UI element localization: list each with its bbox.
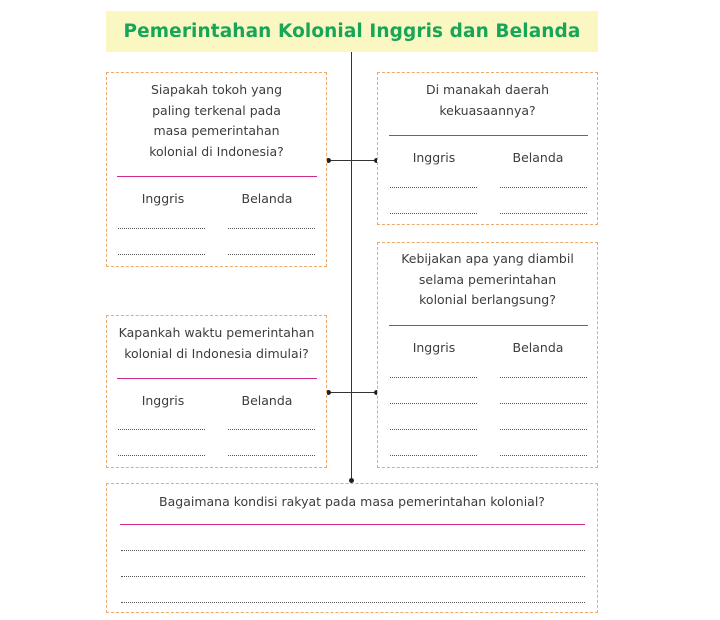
question-waktu: Kapankah waktu pemerintahan kolonial di Indonesia dimulai? <box>118 325 315 361</box>
answer-line-belanda[interactable] <box>228 254 315 255</box>
divider-line <box>389 325 588 326</box>
question-kebijakan: Kebijakan apa yang diambil selama pemerintahan kolonial berlangsung? <box>401 251 574 307</box>
page-title: Pemerintahan Kolonial Inggris dan Belanda <box>123 21 581 42</box>
divider-line <box>117 176 317 177</box>
question-tokoh: Siapakah tokoh yang paling terkenal pada masa pemerintahan kolonial di Indonesia? <box>149 82 284 159</box>
answer-line-inggris[interactable] <box>390 455 477 456</box>
answer-line-belanda[interactable] <box>500 187 587 188</box>
answer-line[interactable] <box>121 576 585 577</box>
col-label-belanda: Belanda <box>512 150 564 165</box>
answer-line-belanda[interactable] <box>228 429 315 430</box>
divider-line <box>120 524 585 525</box>
answer-line-inggris[interactable] <box>390 429 477 430</box>
col-label-inggris: Inggris <box>412 340 456 355</box>
answer-line-belanda[interactable] <box>500 377 587 378</box>
answer-line-belanda[interactable] <box>228 228 315 229</box>
box-tokoh-terkenal <box>106 72 327 267</box>
answer-line-inggris[interactable] <box>390 213 477 214</box>
answer-line[interactable] <box>121 602 585 603</box>
box-kebijakan <box>377 242 598 468</box>
box-daerah-kekuasaan <box>377 72 598 225</box>
col-label-inggris: Inggris <box>141 393 185 408</box>
question-kondisi: Bagaimana kondisi rakyat pada masa pemerintahan kolonial? <box>159 494 545 509</box>
col-label-belanda: Belanda <box>512 340 564 355</box>
answer-line-belanda[interactable] <box>228 455 315 456</box>
answer-line-inggris[interactable] <box>118 228 205 229</box>
answer-line-inggris[interactable] <box>118 254 205 255</box>
answer-line-inggris[interactable] <box>390 403 477 404</box>
col-label-inggris: Inggris <box>141 191 185 206</box>
answer-line-inggris[interactable] <box>390 377 477 378</box>
answer-line-inggris[interactable] <box>390 187 477 188</box>
answer-line-inggris[interactable] <box>118 455 205 456</box>
answer-line[interactable] <box>121 550 585 551</box>
connector-bottom <box>328 392 376 393</box>
timeline-spine <box>351 52 352 482</box>
connector-top <box>328 160 376 161</box>
col-label-belanda: Belanda <box>241 393 293 408</box>
answer-line-belanda[interactable] <box>500 403 587 404</box>
box-kondisi-rakyat <box>106 483 598 613</box>
box-waktu-dimulai <box>106 315 327 468</box>
divider-line <box>389 135 588 136</box>
answer-line-inggris[interactable] <box>118 429 205 430</box>
answer-line-belanda[interactable] <box>500 429 587 430</box>
col-label-inggris: Inggris <box>412 150 456 165</box>
divider-line <box>117 378 317 379</box>
col-label-belanda: Belanda <box>241 191 293 206</box>
question-daerah: Di manakah daerah kekuasaannya? <box>425 82 550 118</box>
answer-line-belanda[interactable] <box>500 213 587 214</box>
top-cut-line <box>120 0 320 3</box>
answer-line-belanda[interactable] <box>500 455 587 456</box>
title-banner <box>106 11 598 52</box>
